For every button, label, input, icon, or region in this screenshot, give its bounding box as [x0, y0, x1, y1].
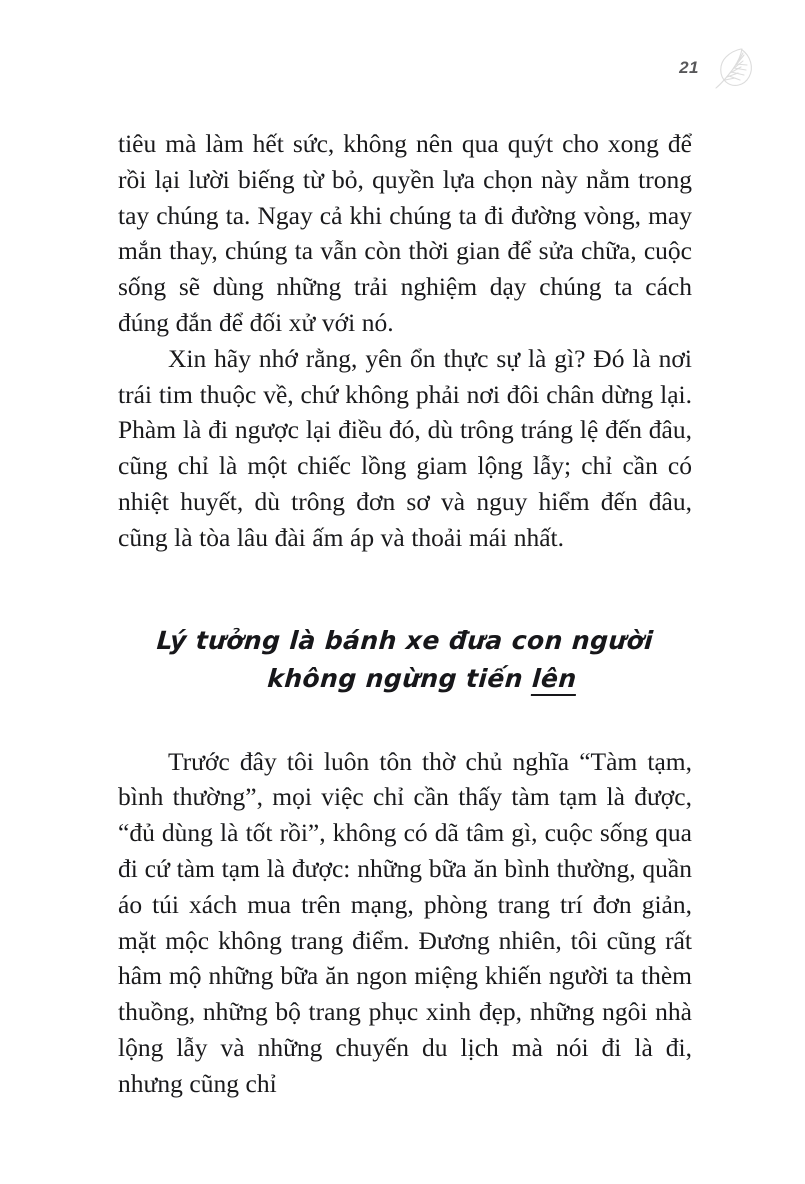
leaf-ornament: [713, 44, 757, 92]
heading-spacer-top: [118, 556, 692, 622]
leaf-icon: [713, 44, 757, 92]
running-head: [679, 44, 757, 92]
paragraph-continued: tiêu mà làm hết sức, không nên qua quýt cho xong để rồi lại lười biếng từ bỏ, quyền lựa chọn này nằm trong tay chúng ta. Ngay cả khi chúng ta đi đường vòng, may mắn thay, chúng ta vẫn còn thời gian để sửa chữa, cuộc sống sẽ dùng những trải nghiệm dạy chúng ta cách đúng đắn để đối xử với nó.: [118, 129, 692, 337]
page-number: 21: [679, 57, 699, 77]
section-heading-line-2: [117, 660, 694, 698]
section-heading-line-2-text: không ngừng tiến: [266, 663, 534, 693]
section-heading: [118, 622, 692, 698]
section-heading-line-1: Lý tưởng là bánh xe đưa con người: [155, 625, 655, 655]
heading-spacer-bottom: [118, 698, 692, 744]
paragraph-yen-on: Xin hãy nhớ rằng, yên ổn thực sự là gì? Đó là nơi trái tim thuộc về, chứ không phải nơi đôi chân dừng lại. Phàm là đi ngược lại điều đó, dù trông tráng lệ đến đâu, cũng chỉ là một chiếc lồng giam lộng lẫy; chỉ cần có nhiệt huyết, dù trông đơn sơ và nguy hiểm đến đâu, cũng là tòa lâu đài ấm áp và thoải mái nhất.: [118, 343, 692, 552]
paragraph-tam-tam: Trước đây tôi luôn tôn thờ chủ nghĩa “Tàm tạm, bình thường”, mọi việc chỉ cần thấy tàm tạm là được, “đủ dùng là tốt rồi”, không có dã tâm gì, cuộc sống qua đi cứ tàm tạm là được: những bữa ăn bình thường, quần áo túi xách mua trên mạng, phòng trang trí đơn giản, mặt mộc không trang điểm. Đương nhiên, tôi cũng rất hâm mộ những bữa ăn ngon miệng khiến người ta thèm thuồng, những bộ trang phục xinh đẹp, những ngôi nhà lộng lẫy và những chuyến du lịch mà nói đi là đi, nhưng cũng chỉ: [118, 746, 692, 1098]
section-heading-emphasis: lên: [531, 664, 578, 696]
text-block: [118, 126, 692, 1102]
